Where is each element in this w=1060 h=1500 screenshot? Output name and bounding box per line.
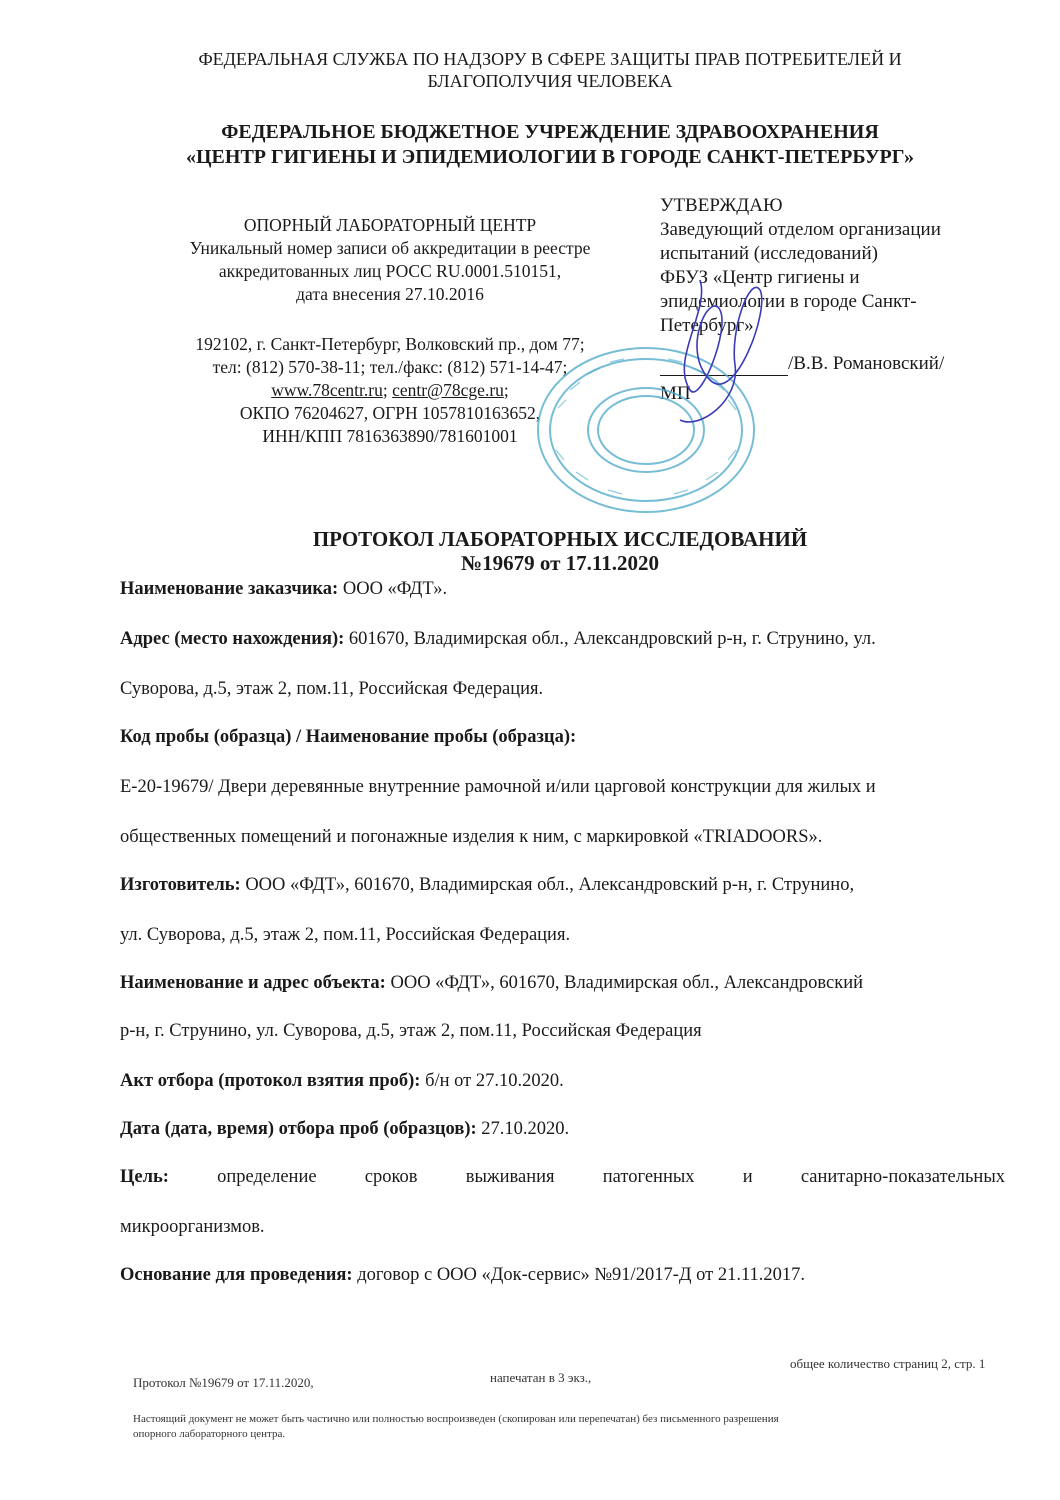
protocol-number: №19679 от 17.11.2020 [461, 551, 659, 575]
protocol-title [120, 527, 1000, 575]
field-act [120, 1071, 1005, 1092]
sample-label: Код пробы (образца) / Наименование пробы (образца): [120, 727, 577, 747]
goal-word: определение [217, 1167, 317, 1187]
service-line-1: ФЕДЕРАЛЬНАЯ СЛУЖБА ПО НАДЗОРУ В СФЕРЕ ЗАЩИТЫ ПРАВ ПОТРЕБИТЕЛЕЙ И [198, 49, 902, 69]
sample-value-1: Е-20-19679/ Двери деревянные внутренние рамочной и/или царговой конструкции для жилых и [120, 777, 876, 797]
field-date [120, 1119, 1005, 1140]
approval-line-2: испытаний (исследований) [660, 243, 878, 264]
handwritten-signature [640, 270, 780, 440]
institution-line-2: «ЦЕНТР ГИГИЕНЫ И ЭПИДЕМИОЛОГИИ В ГОРОДЕ САНКТ-ПЕТЕРБУРГ» [186, 146, 914, 168]
object-value-2: р-н, г. Струнино, ул. Суворова, д.5, этаж 2, пом.11, Российская Федерация [120, 1021, 702, 1041]
field-sample [120, 727, 1005, 748]
goal-word: выживания [465, 1167, 555, 1187]
mp-mark: МП [660, 383, 691, 404]
footer-pages: общее количество страниц 2, стр. 1 [790, 1356, 986, 1371]
accreditation-line-3: дата внесения 27.10.2016 [296, 284, 484, 304]
signature-stroke [680, 280, 762, 422]
field-goal [120, 1167, 1005, 1188]
field-object [120, 973, 1005, 994]
lab-name: ОПОРНЫЙ ЛАБОРАТОРНЫЙ ЦЕНТР [243, 215, 537, 235]
approval-line-5: Петербург» [660, 315, 754, 336]
approval-line-1: Заведующий отделом организации [660, 219, 941, 240]
notice-line-2: опорного лабораторного центра. [133, 1428, 286, 1440]
approval-heading: УТВЕРЖДАЮ [660, 195, 783, 216]
maker-value-1: ООО «ФДТ», 601670, Владимирская обл., Александровский р-н, г. Струнино, [240, 875, 855, 895]
field-address [120, 629, 1005, 650]
address-value-2: Суворова, д.5, этаж 2, пом.11, Российская Федерация. [120, 679, 544, 699]
basis-label: Основание для проведения: [120, 1265, 353, 1285]
institution-line-1: ФЕДЕРАЛЬНОЕ БЮДЖЕТНОЕ УЧРЕЖДЕНИЕ ЗДРАВООХРАНЕНИЯ [221, 121, 879, 143]
act-value: б/н от 27.10.2020. [420, 1071, 564, 1091]
goal-word: патогенных [602, 1167, 695, 1187]
approval-line-3: ФБУЗ «Центр гигиены и [660, 267, 860, 288]
maker-label: Изготовитель: [120, 875, 241, 895]
email-link[interactable]: centr@78cge.ru [392, 380, 504, 400]
accreditation-line-1: Уникальный номер записи об аккредитации в реестре [189, 238, 591, 258]
lab-phones: тел: (812) 570-38-11; тел./факс: (812) 571-14-47; [212, 357, 568, 377]
customer-label: Наименование заказчика: [120, 579, 339, 599]
lab-okpo: ОКПО 76204627, ОГРН 1057810163652, [239, 403, 541, 423]
goal-word: санитарно-показательных [800, 1167, 1005, 1187]
customer-value: ООО «ФДТ». [338, 579, 448, 599]
lab-inn: ИНН/КПП 7816363890/781601001 [262, 426, 518, 446]
goal-line-1 [120, 1167, 1005, 1188]
notice-line-1: Настоящий документ не может быть частично или полностью воспроизведен (скопирован или перепечатан) без письменного разрешения [133, 1413, 779, 1425]
sample-value-2: общественных помещений и погонажные изделия к ним, с маркировкой «TRIADOORS». [120, 827, 823, 847]
lab-address: 192102, г. Санкт-Петербург, Волковский пр., дом 77; [195, 334, 585, 354]
signer-name: /В.В. Романовский/ [788, 353, 945, 374]
service-header [100, 48, 1000, 92]
basis-value: договор с ООО «Док-сервис» №91/2017-Д от 21.11.2017. [352, 1265, 806, 1285]
date-value: 27.10.2020. [476, 1119, 570, 1139]
object-label: Наименование и адрес объекта: [120, 973, 386, 993]
goal-value-2: микроорганизмов. [120, 1217, 265, 1237]
field-maker [120, 875, 1005, 896]
address-value-1: 601670, Владимирская обл., Александровский р-н, г. Струнино, ул. [344, 629, 876, 649]
footer-protocol-ref: Протокол №19679 от 17.11.2020, [133, 1375, 314, 1390]
goal-word: сроков [364, 1167, 418, 1187]
footer-notice [133, 1412, 1013, 1442]
maker-value-2: ул. Суворова, д.5, этаж 2, пом.11, Российская Федерация. [120, 925, 571, 945]
approval-line-4: эпидемиологии в городе Санкт- [660, 291, 917, 312]
institution-header [100, 120, 1000, 170]
goal-label: Цель: [120, 1167, 169, 1187]
field-basis [120, 1265, 1005, 1286]
date-label: Дата (дата, время) отбора проб (образцов): [120, 1119, 477, 1139]
field-customer [120, 579, 1005, 600]
website-link[interactable]: www.78centr.ru [271, 380, 383, 400]
lab-info [120, 214, 660, 306]
object-value-1: ООО «ФДТ», 601670, Владимирская обл., Александровский [385, 973, 864, 993]
footer-copies: напечатан в 3 экз., [490, 1370, 592, 1385]
lab-web-email: www.78centr.ru; centr@78cge.ru; [271, 380, 509, 400]
act-label: Акт отбора (протокол взятия проб): [120, 1071, 421, 1091]
goal-word: и [742, 1167, 753, 1187]
accreditation-line-2: аккредитованных лиц РОСС RU.0001.510151, [218, 261, 562, 281]
address-label: Адрес (место нахождения): [120, 629, 345, 649]
protocol-title-text: ПРОТОКОЛ ЛАБОРАТОРНЫХ ИССЛЕДОВАНИЙ [312, 527, 808, 551]
service-line-2: БЛАГОПОЛУЧИЯ ЧЕЛОВЕКА [427, 71, 673, 91]
